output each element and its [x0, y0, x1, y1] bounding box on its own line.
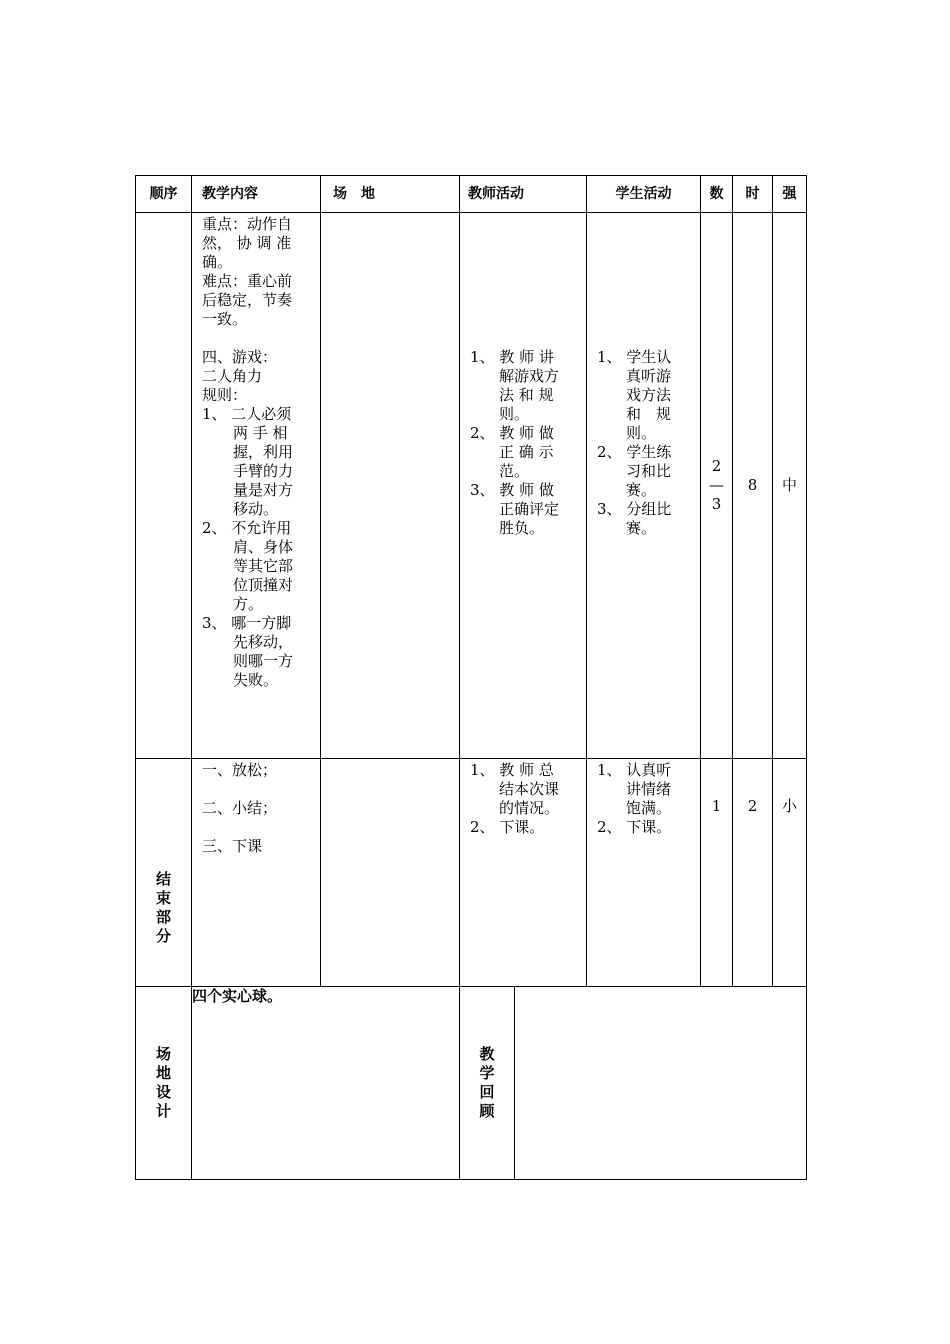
game-count-cell: [701, 213, 733, 759]
student-line: 赛。: [626, 481, 657, 499]
rule-line: 先移动，: [233, 633, 294, 651]
end-venue-cell: [321, 759, 460, 987]
header-seq: 顺序: [136, 176, 192, 213]
count-line: —: [709, 476, 724, 494]
rule-line: 3、 哪一方脚: [202, 614, 292, 632]
equipment-text: 四个实心球。: [192, 987, 460, 1180]
content-line: 难点：重心前: [202, 272, 293, 290]
end-content-line: 一、放松；: [202, 761, 278, 779]
student-line: 3、 分组比: [597, 500, 672, 518]
header-teacher: 教师活动: [460, 176, 587, 213]
header-intensity: 强: [773, 176, 807, 213]
teacher-line: 结本次课: [499, 780, 560, 798]
header-content: 教学内容: [192, 176, 321, 213]
teacher-line: 1、 教 师 总: [470, 761, 554, 779]
student-line: 1、 学生认: [597, 348, 672, 366]
game-intensity-cell: 中: [773, 213, 807, 759]
game-time-cell: 8: [733, 213, 773, 759]
end-section-label: 结 束 部 分: [136, 759, 192, 987]
teacher-line: 解游戏方: [499, 367, 560, 385]
student-line: 1、 认真听: [597, 761, 672, 779]
teacher-line: 1、 教 师 讲: [470, 348, 554, 366]
teacher-line: 正确评定: [499, 500, 560, 518]
header-venue: 场 地: [321, 176, 460, 213]
teacher-line: 正 确 示: [499, 443, 554, 461]
design-row: [136, 987, 807, 1180]
venue-design-label: 场 地 设 计: [136, 987, 192, 1180]
content-line: 四、游戏：: [202, 348, 278, 366]
content-line: 规则：: [202, 386, 248, 404]
student-line: 则。: [626, 424, 657, 442]
game-content-cell: [192, 213, 321, 759]
header-row: [136, 176, 807, 213]
teacher-line: 法 和 规: [499, 386, 554, 404]
rule-line: 方。: [233, 595, 264, 613]
student-line: 赛。: [626, 519, 657, 537]
count-line: 2: [711, 457, 722, 475]
header-count: 数: [701, 176, 733, 213]
teaching-review-area: [515, 987, 807, 1180]
count-line: 3: [711, 495, 722, 513]
teacher-line: 则。: [499, 405, 530, 423]
teacher-line: 3、 教 师 做: [470, 481, 554, 499]
game-teacher-cell: [460, 213, 587, 759]
teacher-line: 的情况。: [499, 799, 560, 817]
end-intensity-cell: 小: [773, 759, 807, 987]
end-time-cell: 2: [733, 759, 773, 987]
student-line: 2、 学生练: [597, 443, 672, 461]
rule-line: 位顶撞对: [233, 576, 294, 594]
rule-line: 握，利用: [233, 443, 294, 461]
game-seq-cell: [136, 213, 192, 759]
content-line: 确。: [202, 253, 233, 271]
end-content-line: 三、下课: [202, 837, 263, 855]
game-student-cell: [587, 213, 701, 759]
rule-line: 等其它部: [233, 557, 294, 575]
rule-line: 1、 二人必须: [202, 405, 292, 423]
teacher-line: 范。: [499, 462, 530, 480]
rule-line: 手臂的力: [233, 462, 294, 480]
content-line: 重点：动作自: [202, 215, 293, 233]
content-line: 二人角力: [202, 367, 263, 385]
rule-line: 两 手 相: [233, 424, 288, 442]
rule-line: 量是对方: [233, 481, 294, 499]
student-line: 2、 下课。: [597, 818, 672, 836]
end-content-line: 二、小结；: [202, 799, 278, 817]
teaching-review-label: 教 学 回 顾: [460, 987, 515, 1180]
student-line: 讲情绪: [626, 780, 672, 798]
teacher-line: 2、 教 师 做: [470, 424, 554, 442]
rule-line: 则哪一方: [233, 652, 294, 670]
rule-line: 肩、身体: [233, 538, 294, 556]
end-content-cell: [192, 759, 321, 987]
content-line: 一致。: [202, 310, 248, 328]
teacher-line: 胜负。: [499, 519, 545, 537]
end-row: [136, 759, 807, 987]
content-line: 后稳定，节奏: [202, 291, 293, 309]
student-line: 和 规: [626, 405, 672, 423]
content-blank-line: [202, 329, 314, 348]
student-line: 戏方法: [626, 386, 672, 404]
header-student: 学生活动: [587, 176, 701, 213]
game-row: [136, 213, 807, 759]
header-time: 时: [733, 176, 773, 213]
student-line: 习和比: [626, 462, 672, 480]
rule-line: 2、 不允许用: [202, 519, 292, 537]
rule-line: 失败。: [233, 671, 279, 689]
teacher-line: 2、 下课。: [470, 818, 545, 836]
lesson-plan-table: [135, 175, 807, 1180]
student-line: 真听游: [626, 367, 672, 385]
student-line: 饱满。: [626, 799, 672, 817]
end-count-cell: 1: [701, 759, 733, 987]
rule-line: 移动。: [233, 500, 279, 518]
end-teacher-cell: [460, 759, 587, 987]
game-venue-cell: [321, 213, 460, 759]
content-line: 然， 协 调 准: [202, 234, 292, 252]
end-student-cell: [587, 759, 701, 987]
